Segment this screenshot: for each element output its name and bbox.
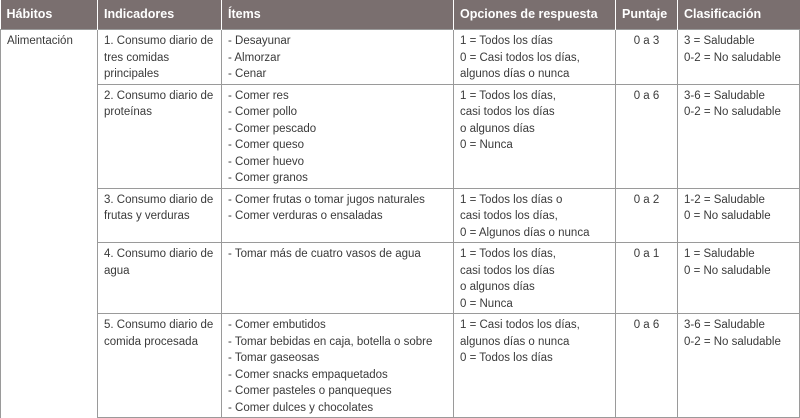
score-text: 0 a 3 [633,35,660,47]
classification-text: 0 = No saludable [684,264,771,277]
indicator-cell [98,30,222,85]
item-text: - Comer queso [228,139,305,151]
indicator-cell [98,188,222,243]
score-text: 0 a 6 [633,319,660,331]
score-text: 0 a 6 [633,89,660,102]
option-text: 1 = Casi todos los días, [460,319,580,331]
score-cell [616,30,678,85]
option-text: algunos días o nunca [460,335,570,348]
header-score: Puntaje [616,0,678,30]
item-text: - Desayunar [228,35,291,47]
item-text: - Comer pescado [228,122,317,135]
header-indicators: Indicadores [98,0,222,30]
table-row [1,188,800,243]
option-text: algunos días o nunca [460,68,570,80]
classification-text: 3-6 = Saludable [684,89,765,102]
score-text: 0 a 1 [633,248,660,260]
header-response-options: Opciones de respuesta [454,0,616,30]
indicator-text: 4. Consumo diario de agua [104,248,214,277]
item-text: - Tomar más de cuatro vasos de agua [228,248,421,260]
item-text: - Cenar [228,68,267,80]
option-text: o algunos días [460,122,535,135]
item-text: - Comer pollo [228,106,298,118]
option-text: casi todos los días [460,264,555,277]
classification-cell [678,84,800,188]
items-cell [222,84,454,188]
classification-cell [678,188,800,243]
item-text: - Comer dulces y chocolates [228,401,374,414]
item-text: - Comer snacks empaquetados [228,368,388,381]
header-row [1,0,800,30]
header-items: Ítems [222,0,454,30]
table-row [1,243,800,314]
item-text: - Comer granos [228,172,308,184]
items-cell [222,314,454,418]
options-cell [454,314,616,418]
score-cell [616,314,678,418]
indicator-text: 2. Consumo diario de proteínas [104,89,214,118]
header-classification: Clasificación [678,0,800,30]
score-cell [616,84,678,188]
table-row [1,84,800,188]
classification-text: 0-2 = No saludable [684,51,781,64]
score-cell [616,243,678,314]
option-text: 0 = Todos los días [460,352,553,364]
item-text: - Comer pasteles o panqueques [228,385,392,397]
option-text: 0 = Algunos días o nunca [460,226,590,239]
option-text: 0 = Nunca [460,139,513,151]
options-cell [454,243,616,314]
habit-label: Alimentación [7,35,73,47]
classification-text: 1 = Saludable [684,248,755,260]
item-text: - Tomar bebidas en caja, botella o sobre [228,335,433,348]
item-text: - Comer embutidos [228,319,326,331]
option-text: 0 = Nunca [460,297,513,310]
item-text: - Comer verduras o ensaladas [228,210,383,222]
classification-text: 0-2 = No saludable [684,335,781,348]
score-text: 0 a 2 [633,193,660,206]
item-text: - Almorzar [228,51,281,64]
item-text: - Tomar gaseosas [228,352,320,364]
classification-text: 0 = No saludable [684,210,771,222]
option-text: casi todos los días, [460,210,558,222]
item-text: - Comer huevo [228,155,305,168]
items-cell [222,30,454,85]
indicator-cell [98,314,222,418]
options-cell [454,188,616,243]
options-cell [454,84,616,188]
habit-cell [1,30,98,418]
option-text: casi todos los días [460,106,555,118]
header-habits: Hábitos [1,0,98,30]
item-text: - Comer frutas o tomar jugos naturales [228,193,425,206]
option-text: 1 = Todos los días, [460,89,557,102]
indicator-text: 3. Consumo diario de frutas y verduras [104,193,214,222]
option-text: 1 = Todos los días o [460,193,563,206]
classification-cell [678,30,800,85]
classification-cell [678,243,800,314]
items-cell [222,243,454,314]
option-text: o algunos días [460,281,535,293]
option-text: 0 = Casi todos los días, [460,51,580,64]
indicator-cell [98,84,222,188]
indicator-text: 1. Consumo diario de tres comidas principales [104,35,214,80]
classification-text: 3 = Saludable [684,35,755,47]
items-cell [222,188,454,243]
indicator-text: 5. Consumo diario de comida procesada [104,319,214,348]
options-cell [454,30,616,85]
option-text: 1 = Todos los días [460,35,553,47]
table-row [1,314,800,418]
classification-text: 3-6 = Saludable [684,319,765,331]
option-text: 1 = Todos los días, [460,248,557,260]
classification-text: 1-2 = Saludable [684,193,765,206]
score-cell [616,188,678,243]
classification-text: 0-2 = No saludable [684,106,781,118]
item-text: - Comer res [228,89,289,102]
indicator-cell [98,243,222,314]
classification-cell [678,314,800,418]
table-row [1,30,800,85]
